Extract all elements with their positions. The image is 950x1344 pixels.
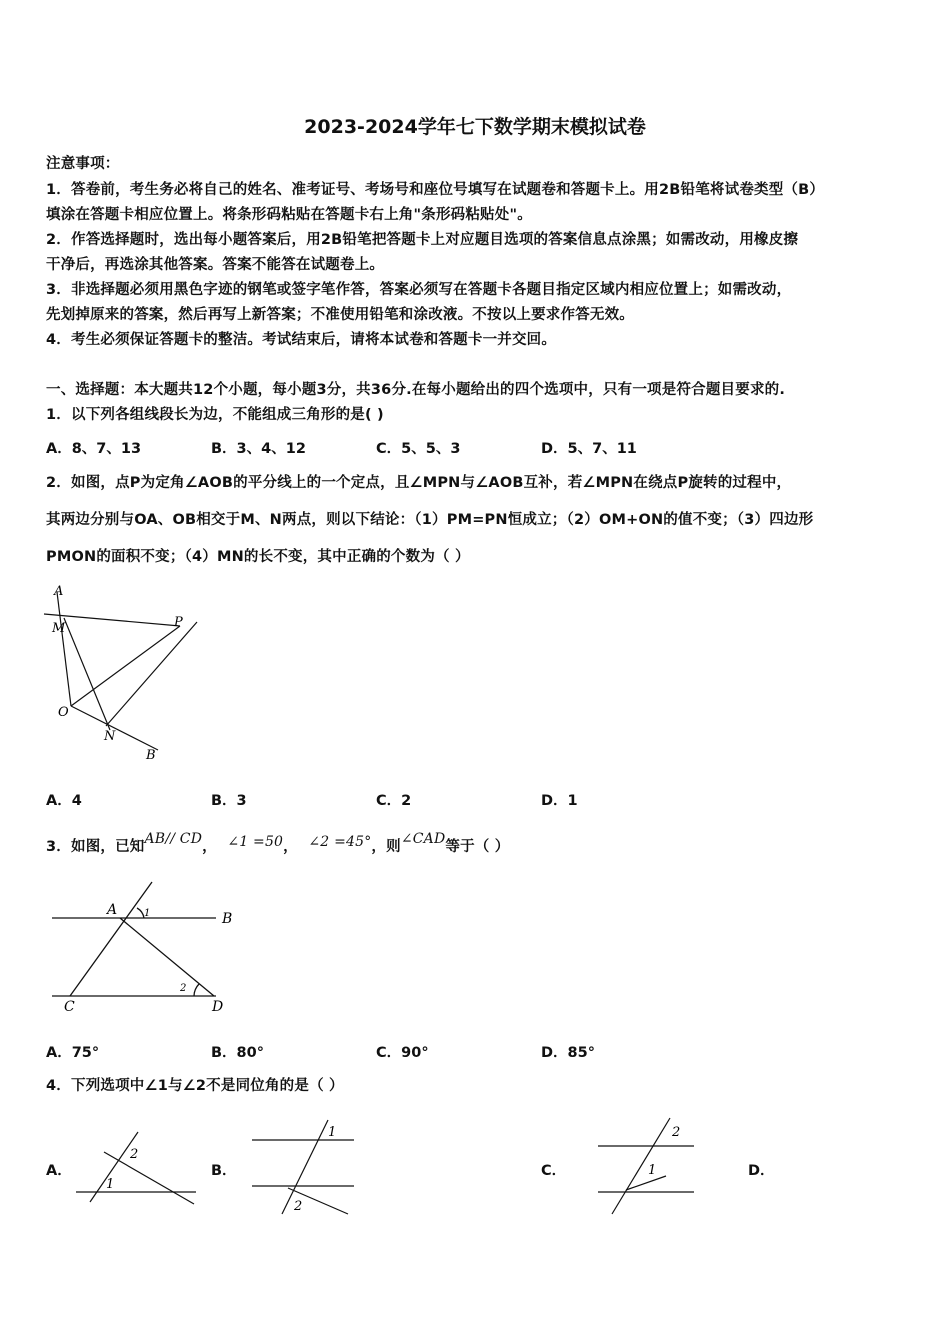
angle-1-label: 1 xyxy=(648,1163,657,1178)
page-title: 2023-2024学年七下数学期末模拟试卷 xyxy=(304,116,646,138)
line-ca-transversal xyxy=(70,882,152,996)
label-b: B xyxy=(222,911,233,927)
q2-figure xyxy=(40,580,220,770)
q2-option-d: D．1 xyxy=(541,793,578,809)
label-angle-2: 2 xyxy=(180,983,187,994)
q3-condition-angle2: ∠2 =45° xyxy=(308,834,372,850)
q3-condition-angle1: ∠1 =50 xyxy=(227,834,284,850)
question-3-stem xyxy=(46,831,510,856)
q2-option-a: A．4 xyxy=(46,793,82,809)
line-ad xyxy=(120,918,214,996)
q3-option-d: D．85° xyxy=(541,1045,595,1061)
angle-2-label: 2 xyxy=(294,1199,303,1214)
notice-line: 2．作答选择题时，选出每小题答案后，用2B铅笔把答题卡上对应题目选项的答案信息点涂黑；如需改动，用橡皮擦 xyxy=(46,232,799,248)
segment-op xyxy=(71,626,180,706)
q3-option-b: B．80° xyxy=(211,1045,264,1061)
q3-figure xyxy=(44,878,244,1018)
q4-option-a-figure xyxy=(74,1130,200,1210)
question-2-line: 其两边分别与OA、OB相交于M、N两点，则以下结论：（1）PM=PN恒成立；（2）OM+ON的值不变；（3）四边形 xyxy=(46,512,814,528)
q3-suffix: 等于（ ） xyxy=(445,839,510,855)
q4-option-c-label: C． xyxy=(541,1163,567,1179)
angle-1-label: 1 xyxy=(328,1125,337,1140)
label-a: A xyxy=(54,584,64,599)
notice-line: 干净后，再选涂其他答案。答案不能答在试题卷上。 xyxy=(46,257,385,273)
label-c: C xyxy=(64,999,75,1015)
q3-asked-angle: ∠CAD xyxy=(400,831,446,847)
line xyxy=(626,1176,666,1190)
line xyxy=(282,1120,328,1214)
q3-mid: ，则 xyxy=(371,839,401,855)
question-2-line: 2．如图，点P为定角∠AOB的平分线上的一个定点，且∠MPN与∠AOB互补，若∠MPN在绕点P旋转的过程中， xyxy=(46,475,792,491)
q1-option-d: D．5、7、11 xyxy=(541,441,637,457)
q1-option-c: C．5、5、3 xyxy=(376,441,461,457)
angle-1-label: 1 xyxy=(106,1177,115,1192)
label-a: A xyxy=(107,902,118,918)
section-heading: 一、选择题：本大题共12个小题，每小题3分，共36分.在每小题给出的四个选项中，只有一项是符合题目要求的. xyxy=(46,382,786,398)
label-n: N xyxy=(104,729,116,744)
segment-mn xyxy=(64,618,110,730)
label-p: P xyxy=(174,615,183,630)
question-2-line: PMON的面积不变；（4）MN的长不变，其中正确的个数为（ ） xyxy=(46,549,470,565)
notice-line: 3．非选择题必须用黑色字迹的钢笔或签字笔作答，答案必须写在答题卡各题目指定区域内相应位置上；如需改动， xyxy=(46,282,792,298)
angle-2-label: 2 xyxy=(130,1147,139,1162)
q4-option-b-label: B． xyxy=(211,1163,237,1179)
q2-option-b: B．3 xyxy=(211,793,247,809)
notice-line: 1．答卷前，考生务必将自己的姓名、准考证号、考场号和座位号填写在试题卷和答题卡上。用2B铅笔将试卷类型（B） xyxy=(46,182,825,198)
q4-option-b-figure xyxy=(248,1118,358,1218)
q3-option-a: A．75° xyxy=(46,1045,100,1061)
ray-oa xyxy=(57,592,71,706)
line xyxy=(612,1118,670,1214)
line xyxy=(104,1152,194,1204)
q3-sep: ， xyxy=(202,839,217,855)
q2-option-c: C．2 xyxy=(376,793,412,809)
label-o: O xyxy=(58,705,69,720)
q4-option-c-figure xyxy=(594,1114,698,1218)
q3-option-c: C．90° xyxy=(376,1045,429,1061)
q3-sep: ， xyxy=(283,839,298,855)
notice-heading: 注意事项： xyxy=(46,156,120,172)
label-b: B xyxy=(146,748,156,763)
q1-option-b: B．3、4、12 xyxy=(211,441,306,457)
notice-line: 4．考生必须保证答题卡的整洁。考试结束后，请将本试卷和答题卡一并交回。 xyxy=(46,332,557,348)
q4-option-a-label: A． xyxy=(46,1163,72,1179)
notice-line: 先划掉原来的答案，然后再写上新答案；不准使用铅笔和涂改液。不按以上要求作答无效。 xyxy=(46,307,634,323)
angle-2-label: 2 xyxy=(672,1125,681,1140)
segment-pn xyxy=(106,622,197,726)
label-m: M xyxy=(52,621,66,636)
label-angle-1: 1 xyxy=(144,908,151,919)
q3-prefix: 3．如图，已知 xyxy=(46,839,145,855)
question-1-stem: 1．以下列各组线段长为边，不能组成三角形的是( ) xyxy=(46,407,384,423)
q4-option-d-label: D． xyxy=(748,1163,775,1179)
notice-line: 填涂在答题卡相应位置上。将条形码粘贴在答题卡右上角"条形码粘贴处"。 xyxy=(46,207,532,223)
q1-option-a: A．8、7、13 xyxy=(46,441,142,457)
angle-2-arc xyxy=(194,984,199,996)
angle-1-arc xyxy=(137,908,144,918)
q3-condition-parallel: AB// CD xyxy=(144,831,203,847)
question-4-stem: 4．下列选项中∠1与∠2不是同位角的是（ ） xyxy=(46,1078,344,1094)
label-d: D xyxy=(212,999,224,1015)
